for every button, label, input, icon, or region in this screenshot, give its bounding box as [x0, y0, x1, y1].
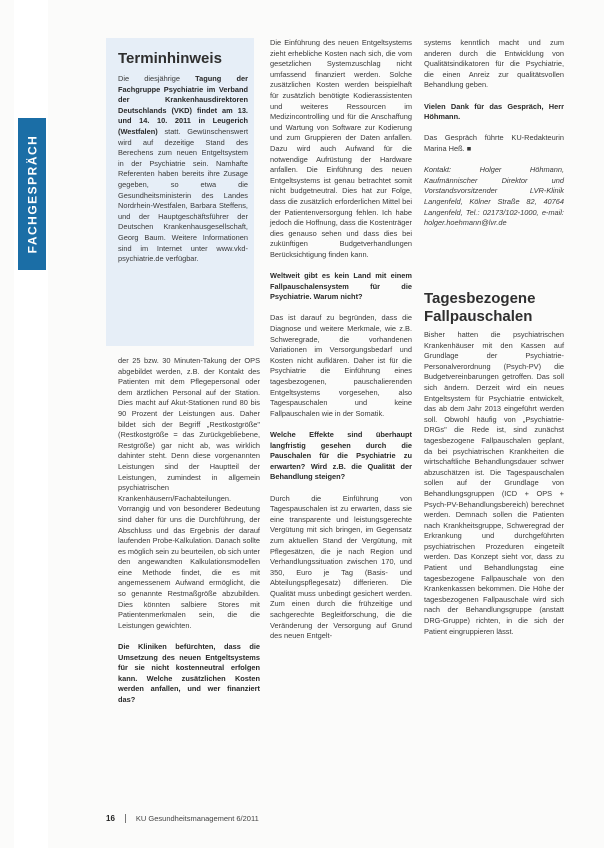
column-3-continued [424, 330, 564, 648]
column-1 [118, 356, 260, 716]
paragraph: Bisher hatten die psychiatrischen Krankenhäuser mit den Kassen auf Grundlage der Psychiatrie-Personalverordnung (Psych-PV) die Budgetvereinbarungen getroffen. Das soll sich ändern. Derzeit wird ein neues Entgeltsystem für Psychiatrie entwickelt, das ab dem Jahr 2013 eingeführt werden soll. Obwohl häufig von „Psychiatrie-DRGs" die Rede ist, sind zunächst tagesbezogene Fallpauschalen geplant, da bei psychiatrischen Krankheiten die wirtschaftliche Behandlungsdauer schwer abzuschätzen ist. Die Tagespauschalen sollen auf der Grundlage von Behandlungsgruppen (ICD + OPS + Psych-PV-Behandlungsbereich) berechnet werden. Demnach sollen die Patienten nach Krankheitsgruppe, Schweregrad der Erkrankung und durchgeführten psychiatrischen Prozeduren eingeteilt werden. Das Konzept sieht vor, dass zu Patient und Behandlungstag eine tagesbezogene Fallpauschale von den Krankenkassen bekommen. Die Höhe der tagesbezogenen Fallpauschale wird sich nach der Behandlungsgruppe (anstatt DRG-Gruppe) richten, in die sich der Patient eingruppieren lässt. [424, 330, 564, 636]
paragraph: Durch die Einführung von Tagespauschalen ist zu erwarten, dass sie eine transparente und leistungsgerechte Vergütung mit sich bringen, im Gegensatz zum aktuellen Stand der Vergütung, mit Pflegesätzen, die je nach Region und Verhandlungssituation zwischen 170, und 350, Euro je Tag (Basis- und Abteilungspflegesatz) differieren. Die Qualität muss unbedingt gesichert werden. Zum einen durch die frühzeitige und sachgerechte Begleitforschung, die die Veränderung der Versorgung auf Grund des neuen Entgelt- [270, 493, 412, 641]
page-footer [106, 814, 259, 823]
info-box-title: Terminhinweis [118, 50, 222, 67]
publication-name: KU Gesundheitsmanagement 6/2011 [135, 814, 259, 823]
interview-credit: Das Gespräch führte KU-Redakteurin Marina Heß. ■ [424, 133, 564, 153]
section-tab-label: FACHGESPRÄCH [25, 134, 39, 254]
column-2 [270, 38, 412, 652]
info-box-bold: Tagung der Fachgruppe Psychiatrie im Verband der Krankenhausdirektoren Deutschlands (VKD) findet am 13. und 14. 10. 2011 in Leugerich (Westfalen) [118, 74, 248, 136]
question: Welche Effekte sind überhaupt langfristig gesehen durch die Pauschalen für die Psychiatrie zu erwarten? Wird z.B. die Qualität der Behandlung steigen? [270, 429, 412, 482]
question: Weltweit gibt es kein Land mit einem Fallpauschalensystem für die Psychiatrie. Warum nicht? [270, 271, 412, 302]
footer-divider [125, 814, 126, 823]
section-tab [18, 118, 46, 270]
section-heading: Tagesbezogene Fallpauschalen [424, 290, 536, 325]
paragraph: Das ist darauf zu begründen, dass die Diagnose und weitere Merkmale, wie z.B. Schweregrade, die vorhandenen Variationen im Versorgungsbedarf und Kosten nicht aufklären. Daher ist für die Psychiatrie die Einführung eines tagesbezogenen, pauschalierenden Entgeltsystems vorgesehen, also Tagespauschalen und keine Fallpauschalen wie in der Somatik. [270, 313, 412, 418]
info-box-text [118, 74, 248, 265]
paragraph: systems kenntlich macht und zum anderen durch die Entwicklung von Qualitätsindikatoren für die Psychiatrie, die einen Anreiz zur qualitätsvollen Behandlung geben. [424, 38, 564, 90]
paragraph: Die Einführung des neuen Entgeltsystems zieht erhebliche Kosten nach sich, die vom gesetzlichen Systemzuschlag nicht umfassend finanziert werden. Solche zusätzlichen Kosten werden beispielhaft für zusätzlich benötigte Kodierassistenten und weiteres Ressourcen im Medizincontrolling und für die Anschaffung und Wartung von Software zur Kodierung und zum Gruppieren der Daten anfallen. Dazu wird auch Aufwand für die notwendige Aufrüstung der Hardware anfallen. Die Einführung des neuen Entgeltsystems ist genau betrachtet somit nicht budgetneutral. Dies hat zur Folge, dass die zusätzlich erforderlichen Mittel bei der Patientenversorgung fehlen. Ich habe jedoch die Hoffnung, dass die Kostenträger dies genauso sehen und dass dies bei zukünftigen Budgetverhandlungen Berücksichtigung finden kann. [270, 38, 412, 259]
question: Die Kliniken befürchten, dass die Umsetzung des neuen Entgeltsystems für sie nicht kostenneutral erfolgen kann. Welche zusätzlichen Kosten werden anfallen, und wer finanziert das? [118, 642, 260, 704]
closing-thanks: Vielen Dank für das Gespräch, Herr Höhmann. [424, 101, 564, 122]
page-number: 16 [106, 814, 115, 823]
info-box-rest: statt. Gewünschenswert wird auf dezeitige Stand des Berechens zum neuen Entgeltsystem in der Psychiatrie sein. Namhafte Referenten haben bereits ihre Zusage gegeben, so etwa die Gesundheitsministerin des Landes Nordrhein-Westfalen, Barbara Steffens, und der Hauptgeschäftsführer der Deutschen Krankenhausgesellschaft, Georg Baum. Weitere Informationen sind im Internet unter www.vkd-psychiatrie.de verfügbar. [118, 126, 248, 264]
contact-info: Kontakt: Holger Höhmann, Kaufmännischer Direktor und Vorstandsvorsitzender LVR-Klinik Langenfeld, Kölner Straße 82, 40764 Langenfeld, Tel.: 02173/102-1000, e-mail: holger.hoehmann@lvr.de [424, 165, 564, 228]
paragraph: der 25 bzw. 30 Minuten-Takung der OPS abgebildet werden, z.B. der Kontakt des Patienten mit dem Pflegepersonal oder dem ärztlichen Personal auf der Station. Dies macht auf Akut-Stationen rund 80 bis 90 Prozent der Leistungen aus. Daher bildet sich der Begriff „Restkostgröße" (Restkostgröße = das Zurückgebliebene, Restgröße) gar nicht ab, was wirklich dahinter steht. Denn diese vorgenannten Leistungen sind der Hauptteil der Leistungen, zumindest in allgemein psychiatrischen Krankenhäusern/Fachabteilungen. Vorrangig und von besonderer Bedeutung sind daher für uns die Durchführung, der Abschluss und das Ergebnis der darauf laufenden Probe-Kalkulation. Danach sollte es möglich sein zu beurteilen, ob sich unter den angewandten Kalkulationsmodellen eine Methode findet, die es mit angemessenem Aufwand ermöglicht, die so genannte Restmaßgröße abzubilden. Dies könnten salbiere Stores mit Patientenmerkmalen sein, die die Leistungen gewichten. [118, 356, 260, 630]
column-3 [424, 38, 564, 239]
info-box-intro: Die diesjährige [118, 74, 196, 83]
